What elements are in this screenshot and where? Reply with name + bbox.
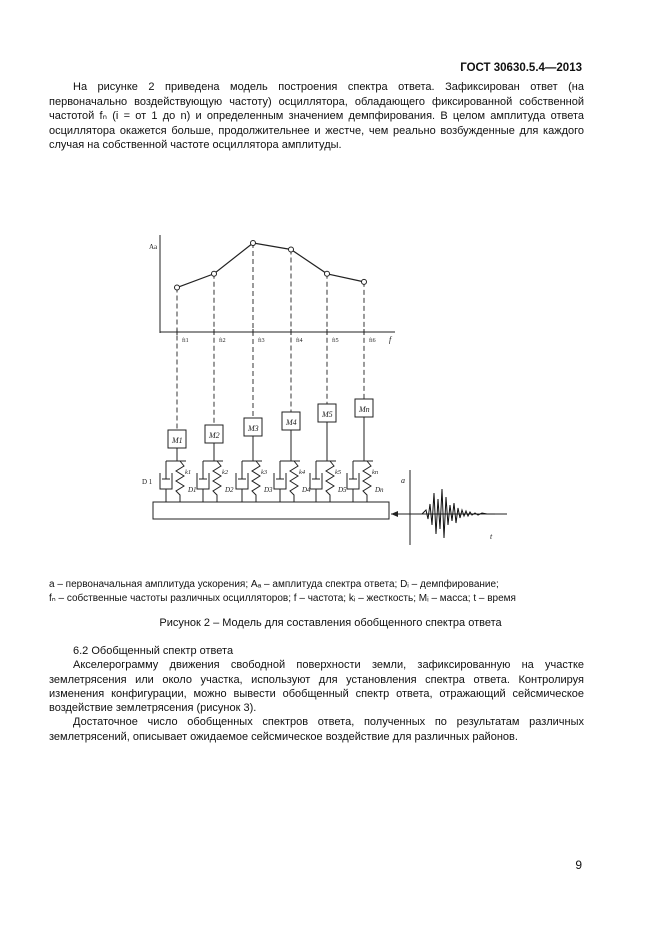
figure-legend — [49, 578, 609, 606]
page-number: 9 — [575, 858, 582, 872]
section-6-2 — [49, 644, 584, 744]
mass-label-1: M1 — [172, 436, 183, 445]
spring-4 — [290, 461, 298, 502]
left-damper-label: D 1 — [142, 478, 153, 486]
section-paragraph-1: Акселерограмму движения свободной поверхности земли, зафиксированную на участке землетрясения или около участка, используют для установления спектра ответа. Контролируя изменения конфигурации, можно вывести обобщенный спектр ответа, отражающий сейсмическое воздействие землетрясения (рисунок 3). — [49, 659, 584, 715]
frequency-label-4: fi4 — [296, 338, 303, 344]
damper-label-6: Dn — [375, 486, 384, 494]
mass-label-6: Mn — [359, 405, 370, 414]
frequency-label-2: fi2 — [219, 338, 226, 344]
spectrum-point-3 — [251, 241, 256, 246]
damper-label-3: D3 — [264, 486, 273, 494]
input-arrow-head — [391, 511, 398, 517]
damper-label-1: D1 — [188, 486, 197, 494]
intro-paragraph — [49, 80, 584, 153]
frequency-label-5: fi5 — [332, 338, 339, 344]
damper-label-2: D2 — [225, 486, 234, 494]
spring-label-3: k3 — [261, 469, 268, 476]
x-axis-label: f — [389, 335, 392, 344]
response-spectrum-figure — [135, 225, 535, 555]
spectrum-point-5 — [325, 271, 330, 276]
y-axis-label: Aa — [149, 243, 158, 251]
damper-label-4: D4 — [302, 486, 311, 494]
spring-6 — [363, 461, 371, 502]
accel-label: a — [401, 476, 405, 485]
legend-line-1: a – первоначальная амплитуда ускорения; Aₐ – амплитуда спектра ответа; Dᵢ – демпфирование; — [49, 579, 499, 590]
base-plate — [153, 502, 389, 519]
document-header: ГОСТ 30630.5.4—2013 — [460, 62, 582, 74]
frequency-label-6: fi6 — [369, 338, 376, 344]
spring-2 — [213, 461, 221, 502]
spectrum-point-2 — [212, 271, 217, 276]
spectrum-point-6 — [362, 279, 367, 284]
spring-1 — [176, 461, 184, 502]
damper-label-5: D5 — [338, 486, 347, 494]
frequency-label-3: fi3 — [258, 338, 265, 344]
mass-label-4: M4 — [286, 418, 297, 427]
spectrum-point-4 — [289, 247, 294, 252]
spring-label-6: kn — [372, 469, 379, 476]
mass-label-3: M3 — [248, 424, 259, 433]
spectrum-point-1 — [175, 285, 180, 290]
section-title: 6.2 Обобщенный спектр ответа — [73, 645, 234, 657]
spring-3 — [252, 461, 260, 502]
spring-label-5: k5 — [335, 469, 342, 476]
mass-label-2: M2 — [209, 431, 220, 440]
section-paragraph-2: Достаточное число обобщенных спектров ответа, полученных по результатам различных землетрясений, описывает ожидаемое сейсмическое воздействие для различных районов. — [49, 716, 584, 743]
mass-label-5: M5 — [322, 410, 333, 419]
intro-text: На рисунке 2 приведена модель построения спектра ответа. Зафиксирован ответ (на первоначально воздействующую частоту) осциллятора, обладающего фиксированной собственной частотой fₙ (i = от 1 до n) и определенным значением демпфирования. В целом амплитуда ответа осциллятора окажется больше, продолжительнее и жестче, чем реально возбужденные для каждого случая на собственной частоте осциллятора амплитуды. — [49, 81, 584, 151]
time-label: t — [490, 532, 493, 541]
spring-5 — [326, 461, 334, 502]
figure-caption: Рисунок 2 – Модель для составления обобщенного спектра ответа — [159, 617, 502, 629]
spring-label-2: k2 — [222, 469, 229, 476]
spectrum-curve — [177, 243, 364, 288]
legend-line-2: fₙ – собственные частоты различных осцилляторов; f – частота; kᵢ – жесткость; Mᵢ – масса; t – время — [49, 593, 516, 604]
spring-label-4: k4 — [299, 469, 306, 476]
frequency-label-1: fi1 — [182, 338, 189, 344]
spring-label-1: k1 — [185, 469, 192, 476]
